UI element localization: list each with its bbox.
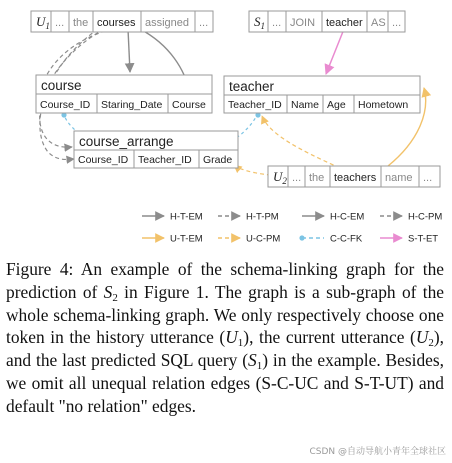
course-arrange-col-2: Grade [203, 154, 233, 166]
legend-label: S-T-ET [408, 233, 439, 245]
table-teacher [224, 76, 420, 113]
legend-item-u-t-em [142, 234, 203, 245]
u1-label: $U_1$ [36, 14, 50, 31]
course-col-0: Course_ID [40, 99, 91, 111]
legend-item-h-t-em [142, 212, 203, 223]
u1-token-3: assigned [145, 17, 190, 29]
caption-symbol-u1: U [225, 327, 238, 348]
s1-token-4: ... [392, 17, 402, 29]
legend-label: H-C-EM [330, 211, 365, 223]
legend-label: H-T-EM [170, 211, 203, 223]
legend-item-h-t-pm [218, 212, 279, 223]
caption-subscript: 1 [256, 360, 263, 373]
u1-token-0: ... [55, 17, 65, 29]
table-course [36, 75, 212, 113]
caption-text-5: ) in the example. Besides, we omit all unequal relation edges (S-C-UC and S-T-UT) and default "no relation" edges. [6, 350, 445, 416]
edge-u-c-pm-1 [262, 116, 340, 168]
legend-label: C-C-FK [330, 233, 363, 245]
teacher-col-2: Age [327, 99, 346, 111]
edge-h-t-em [128, 29, 130, 72]
teacher-col-0: Teacher_ID [228, 99, 282, 111]
legend-item-h-c-pm [380, 212, 442, 223]
legend-item-s-t-et [380, 234, 438, 245]
utterance-s1 [249, 11, 405, 32]
u1-token-2: courses [97, 17, 136, 29]
s1-label: $S_1$ [254, 14, 265, 31]
u2-token-3: name [385, 172, 413, 184]
caption-text-4: ), and the last predicted SQL query ( [6, 327, 445, 371]
u1-token-4: ... [199, 17, 209, 29]
watermark: CSDN @自动导航小青年全球社区 [309, 447, 446, 457]
u2-token-1: the [309, 172, 325, 184]
edge-s-t-et [326, 29, 344, 74]
table-course-arrange [74, 131, 238, 168]
caption-symbol-s: S [103, 281, 113, 302]
legend-label: H-C-PM [408, 211, 443, 223]
s1-token-1: JOIN [290, 17, 316, 29]
caption-subscript: 1 [237, 337, 244, 350]
u2-token-4: ... [423, 172, 433, 184]
table-course-title: course [41, 78, 82, 93]
u2-token-0: ... [292, 172, 302, 184]
caption-subscript: 2 [112, 291, 118, 304]
caption-subscript: 2 [428, 337, 434, 350]
utterance-u1 [31, 11, 213, 32]
legend-label: U-T-EM [170, 233, 203, 245]
course-arrange-col-1: Teacher_ID [138, 154, 192, 166]
utterance-u2 [268, 166, 440, 187]
caption-text-3: ), the current utterance ( [243, 327, 416, 348]
u1-token-1: the [73, 17, 89, 29]
figure-caption [6, 258, 444, 418]
teacher-col-1: Name [291, 99, 320, 111]
caption-symbol-s1: S [248, 350, 257, 371]
teacher-col-3: Hometown [358, 99, 409, 111]
legend-item-h-c-em [302, 212, 364, 223]
u2-label: $U_2$ [273, 169, 287, 186]
course-arrange-col-0: Course_ID [78, 154, 129, 166]
s1-token-2: teacher [326, 17, 363, 29]
caption-text-2: in Figure 1. The graph is a sub-graph of the whole schema-linking graph. We only respectively choose one token in the history utterance ( [6, 281, 445, 348]
table-course-arrange-title: course_arrange [79, 134, 174, 149]
s1-token-3: AS [371, 17, 386, 29]
caption-text-1: Figure 4: An example of the schema-linking graph for the prediction of [6, 259, 444, 302]
course-col-2: Course [172, 99, 206, 111]
legend-dot [299, 235, 304, 240]
table-teacher-title: teacher [229, 79, 275, 94]
s1-token-0: ... [272, 17, 282, 29]
legend-label: H-T-PM [246, 211, 279, 223]
legend-item-c-c-fk [299, 234, 362, 245]
legend-label: U-C-PM [246, 233, 281, 245]
u2-token-2: teachers [334, 172, 377, 184]
caption-symbol-u2: U [415, 327, 429, 348]
legend [142, 212, 442, 245]
legend-item-u-c-pm [218, 234, 280, 245]
course-col-1: Staring_Date [101, 99, 163, 111]
